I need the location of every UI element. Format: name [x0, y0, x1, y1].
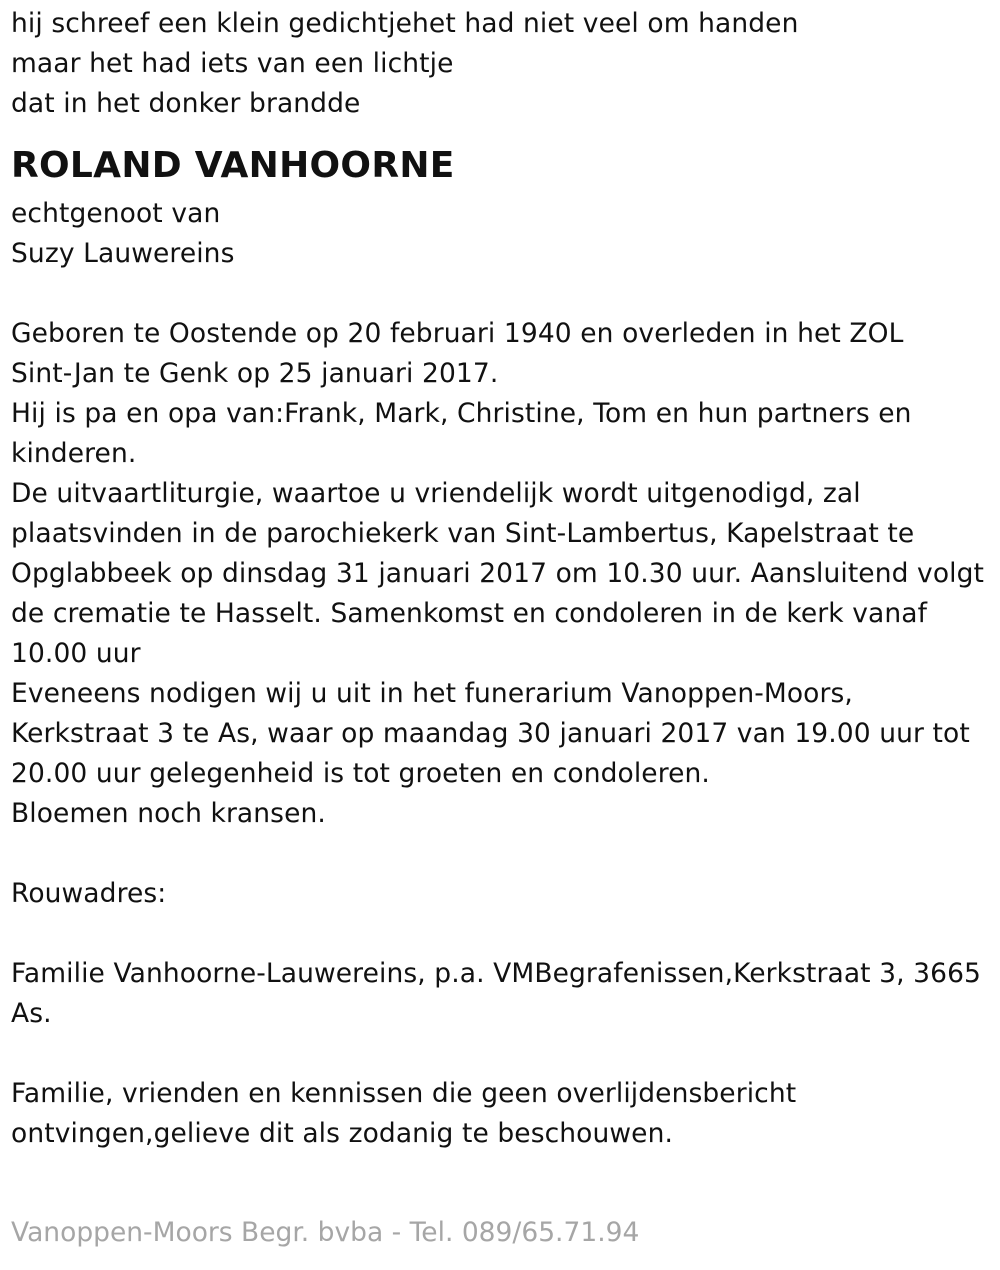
- body-line: De uitvaartliturgie, waartoe u vriendelijk wordt uitgenodigd, zal: [11, 478, 861, 509]
- deceased-name: ROLAND VANHOORNE: [11, 145, 455, 186]
- spacer: [11, 834, 991, 874]
- notice-line: Familie, vrienden en kennissen die geen overlijdensbericht: [11, 1078, 797, 1109]
- body-line: de crematie te Hasselt. Samenkomst en condoleren in de kerk vanaf: [11, 598, 928, 629]
- body-line: Opglabbeek op dinsdag 31 januari 2017 om 10.30 uur. Aansluitend volgt: [11, 558, 985, 589]
- poem-line: hij schreef een klein gedichtjehet had niet veel om handen: [11, 8, 799, 39]
- poem-line: maar het had iets van een lichtje: [11, 48, 454, 79]
- body-line: Eveneens nodigen wij u uit in het funerarium Vanoppen-Moors,: [11, 678, 853, 709]
- poem-line: dat in het donker brandde: [11, 88, 361, 119]
- obituary-document: [11, 4, 991, 1154]
- spouse-line: Suzy Lauwereins: [11, 238, 235, 269]
- mourning-address-label: Rouwadres:: [11, 878, 167, 909]
- notice-line: ontvingen,gelieve dit als zodanig te beschouwen.: [11, 1118, 673, 1149]
- funeral-home-footer: Vanoppen-Moors Begr. bvba - Tel. 089/65.71.94: [11, 1217, 640, 1248]
- spouse-line: echtgenoot van: [11, 198, 221, 229]
- body-line: Bloemen noch kransen.: [11, 798, 326, 829]
- body-line: plaatsvinden in de parochiekerk van Sint-Lambertus, Kapelstraat te: [11, 518, 915, 549]
- notice-block: [11, 1074, 991, 1154]
- address-block: [11, 954, 991, 1034]
- body-block: [11, 314, 991, 834]
- address-line: As.: [11, 998, 52, 1029]
- body-line: Kerkstraat 3 te As, waar op maandag 30 januari 2017 van 19.00 uur tot: [11, 718, 970, 749]
- body-line: kinderen.: [11, 438, 137, 469]
- body-line: Sint-Jan te Genk op 25 januari 2017.: [11, 358, 499, 389]
- spacer: [11, 1034, 991, 1074]
- body-line: Hij is pa en opa van:Frank, Mark, Christine, Tom en hun partners en: [11, 398, 912, 429]
- spouse-block: [11, 194, 991, 274]
- spacer: [11, 274, 991, 314]
- body-line: Geboren te Oostende op 20 februari 1940 en overleden in het ZOL: [11, 318, 904, 349]
- spacer: [11, 914, 991, 954]
- body-line: 20.00 uur gelegenheid is tot groeten en condoleren.: [11, 758, 710, 789]
- poem-block: [11, 4, 991, 124]
- address-line: Familie Vanhoorne-Lauwereins, p.a. VMBegrafenissen,Kerkstraat 3, 3665: [11, 958, 982, 989]
- body-line: 10.00 uur: [11, 638, 141, 669]
